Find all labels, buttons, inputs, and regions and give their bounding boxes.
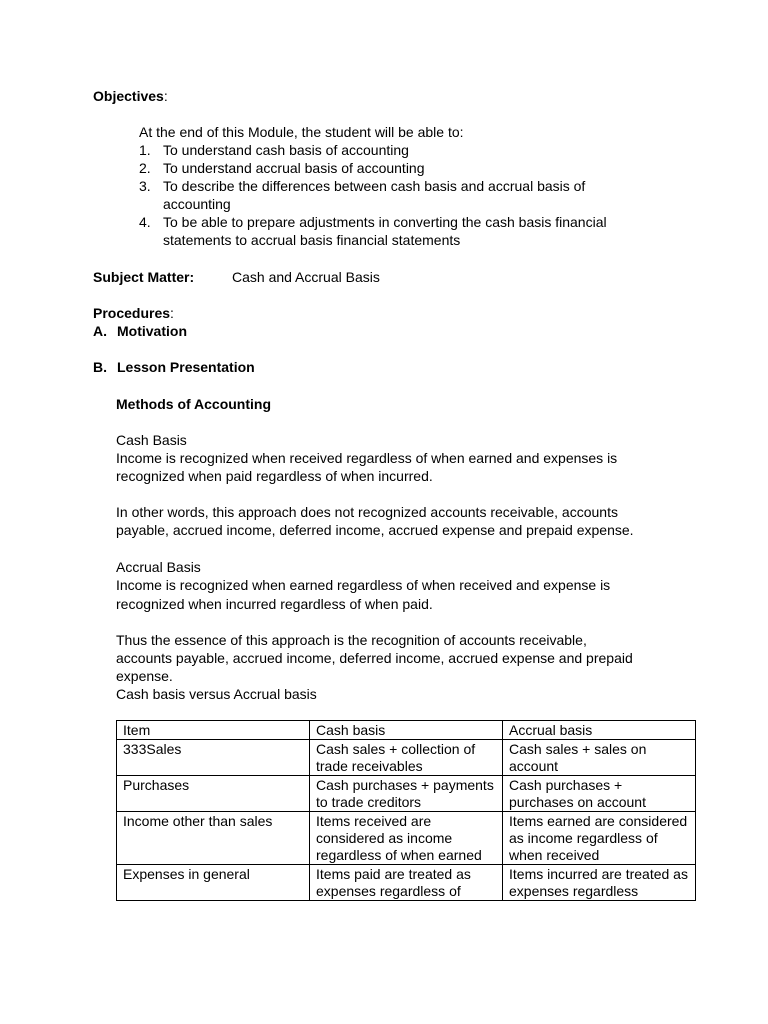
procedures-heading: Procedures:: [93, 305, 174, 321]
table-cell: Expenses in general: [117, 865, 310, 901]
objective-item: 4. To be able to prepare adjustments in converting the cash basis financial: [139, 214, 607, 230]
other-words-text: In other words, this approach does not recognized accounts receivable, accounts: [116, 504, 618, 520]
table-header-row: [117, 721, 696, 740]
accrual-basis-title: Accrual Basis: [116, 559, 201, 575]
other-words-text: payable, accrued income, deferred income, accrued expense and prepaid expense.: [116, 522, 634, 538]
objectives-colon: :: [163, 88, 168, 104]
comparison-table: [116, 720, 696, 901]
procedure-b: B. Lesson Presentation: [93, 359, 255, 375]
table-cell: Items earned are considered as income regardless of when received: [503, 812, 696, 865]
accrual-basis-text: recognized when incurred regardless of when paid.: [116, 596, 433, 612]
table-cell: Cash sales + collection of trade receivables: [310, 740, 503, 776]
procedure-a: A. Motivation: [93, 323, 187, 339]
cash-basis-text: recognized when paid regardless of when incurred.: [116, 468, 433, 484]
objectives-heading: [93, 87, 168, 105]
objective-item: 1. To understand cash basis of accounting: [139, 142, 409, 158]
table-cell: Items paid are treated as expenses regardless of: [310, 865, 503, 901]
table-cell: Items received are considered as income regardless of when earned: [310, 812, 503, 865]
thus-text: expense.: [116, 668, 173, 684]
table-cell: Cash sales + sales on account: [503, 740, 696, 776]
objectives-intro: At the end of this Module, the student will be able to:: [139, 124, 464, 140]
cash-basis-text: Income is recognized when received regardless of when earned and expenses is: [116, 450, 618, 466]
table-cell: Items incurred are treated as expenses regardless: [503, 865, 696, 901]
table-cell: 333Sales: [117, 740, 310, 776]
subject-matter-value: Cash and Accrual Basis: [232, 269, 380, 285]
table-caption: Cash basis versus Accrual basis: [116, 686, 317, 702]
table-row: [117, 865, 696, 901]
objective-item-continuation: statements to accrual basis financial statements: [163, 232, 461, 248]
table-cell: Cash purchases + purchases on account: [503, 776, 696, 812]
table-row: [117, 812, 696, 865]
table-cell: Income other than sales: [117, 812, 310, 865]
header-cell: Item: [117, 721, 310, 740]
subject-matter-label: Subject Matter:: [93, 269, 195, 285]
objectives-label: Objectives: [93, 88, 164, 104]
objective-item: 3. To describe the differences between cash basis and accrual basis of: [139, 178, 586, 194]
table-row: [117, 776, 696, 812]
accrual-basis-text: Income is recognized when earned regardless of when received and expense is: [116, 577, 611, 593]
thus-text: accounts payable, accrued income, deferred income, accrued expense and prepaid: [116, 650, 633, 666]
cash-basis-title: Cash Basis: [116, 432, 187, 448]
thus-text: Thus the essence of this approach is the recognition of accounts receivable,: [116, 632, 587, 648]
objective-item-continuation: accounting: [163, 196, 231, 212]
header-cell: Cash basis: [310, 721, 503, 740]
table-cell: Purchases: [117, 776, 310, 812]
table-row: [117, 740, 696, 776]
table-cell: Cash purchases + payments to trade creditors: [310, 776, 503, 812]
header-cell: Accrual basis: [503, 721, 696, 740]
methods-heading: Methods of Accounting: [116, 396, 272, 412]
objective-item: 2. To understand accrual basis of accounting: [139, 160, 425, 176]
